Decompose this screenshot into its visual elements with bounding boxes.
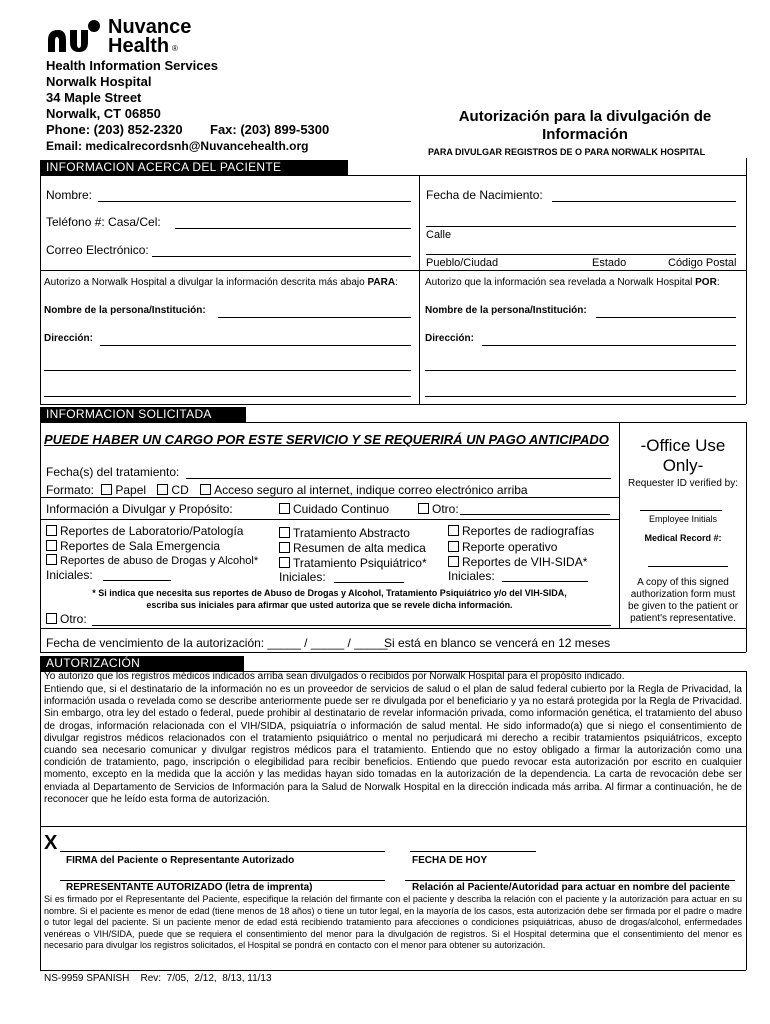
signature-label: FIRMA del Paciente o Representante Autorizado (66, 855, 295, 866)
sender-address-field[interactable] (482, 345, 736, 346)
patient-town-label: Pueblo/Ciudad (426, 257, 499, 269)
representative-instructions: Si es firmado por el Representante del Paciente, especifique la relación del firmante con el paciente y describa la relación con el paciente y la autorización para actuar en su nombre. Si el paciente es menor de edad (tiene menos de 18 años) o tiene un tutor legal, en la mayoría de los casos, esta autorización debe ser firmada por el padre o madre o tutor legal del paciente. Si un paciente menor de edad está recibiendo tratamiento para afecciones o condiciones psiquiátricas, abuso de drogas/alcohol, enfermedades venéreas o VIH/SIDA, puede que se requiera el consentimiento del menor para la divulgación de registros. Si el Hospital determina que el consentimiento del menor es necesario para divulgar los registros solicitados, el Hospital se pondrá en contacto con el menor para obtener su autorización. (44, 894, 742, 951)
drugs-initials-label: Iniciales: (46, 568, 93, 582)
signature-x-mark: X (44, 832, 58, 854)
patient-email-field[interactable] (152, 256, 411, 257)
recipient-name-field[interactable] (218, 317, 411, 318)
hiv-initials-field[interactable] (502, 581, 588, 582)
representative-relation-field[interactable] (405, 880, 735, 881)
org-fax: Fax: (203) 899-5300 (210, 122, 330, 137)
medical-record-label: Medical Record #: (644, 533, 722, 543)
patient-email-label: Correo Electrónico: (46, 243, 149, 257)
signature-date-label: FECHA DE HOY (412, 855, 488, 866)
other1-field[interactable] (460, 514, 610, 515)
purpose-label: Información a Divulgar y Propósito: (46, 502, 233, 516)
form-title-line2: Información (542, 126, 628, 143)
discharge-summary-option: Resumen de alta medica (279, 541, 426, 555)
representative-label: REPRESENTANTE AUTORIZADO (letra de imprenta) (66, 882, 313, 893)
patient-dob-field[interactable] (552, 201, 736, 202)
representative-name-field[interactable] (60, 880, 385, 881)
er-option: Reportes de Sala Emergencia (46, 539, 220, 553)
org-email: Email: medicalrecordsnh@Nuvancehealth.org (46, 139, 309, 153)
sender-address-line3[interactable] (425, 396, 736, 397)
office-use-title1: -Office Use (640, 436, 726, 455)
lab-checkbox[interactable] (46, 525, 57, 536)
hiv-option: Reportes de VIH-SIDA* (448, 555, 587, 569)
format-paper-checkbox[interactable] (101, 484, 112, 495)
operative-option: Reporte operativo (448, 540, 557, 554)
patient-street-field[interactable] (426, 226, 736, 227)
recipient-address-field[interactable] (100, 345, 411, 346)
discharge-summary-checkbox[interactable] (279, 542, 290, 553)
psych-option: Tratamiento Psiquiátrico* (279, 556, 427, 570)
continuing-care-checkbox[interactable] (279, 503, 290, 514)
form-subtitle: PARA DIVULGAR REGISTROS DE O PARA NORWALK HOSPITAL (428, 147, 706, 157)
patient-town-field[interactable] (426, 254, 736, 255)
charge-notice: PUEDE HABER UN CARGO POR ESTE SERVICIO Y SE REQUERIRÁ UN PAGO ANTICIPADO (44, 432, 609, 447)
xray-option: Reportes de radiografías (448, 524, 594, 538)
expiry-default: Si está en blanco se vencerá en 12 meses (384, 636, 611, 650)
org-phone: Phone: (203) 852-2320 (46, 122, 183, 137)
patient-section-header: INFORMACION ACERCA DEL PACIENTE (40, 160, 348, 175)
relation-label: Relación al Paciente/Autoridad para actuar en nombre del paciente (412, 882, 730, 893)
recipient-name-label: Nombre de la persona/Institución: (44, 305, 206, 316)
format-paper-label: Papel (115, 483, 147, 497)
format-cd-label: CD (171, 483, 189, 497)
authorize-from-text: Autorizo que la información sea revelada a Norwalk Hospital POR: (425, 277, 720, 288)
drugs-initials-field[interactable] (103, 580, 171, 581)
recipient-address-line3[interactable] (44, 396, 411, 397)
other1-option: Otro: (418, 502, 459, 516)
employee-initials-field[interactable] (640, 510, 722, 511)
org-street: 34 Maple Street (46, 90, 142, 105)
patient-dob-label: Fecha de Nacimiento: (426, 188, 543, 202)
sender-name-field[interactable] (596, 317, 736, 318)
logo-line2: Health (108, 35, 170, 57)
patient-phone-label: Teléfono #: Casa/Cel: (46, 215, 161, 229)
copy-note-line2: authorization form must (630, 589, 736, 600)
medical-record-field[interactable] (648, 566, 728, 567)
logo-mark: ® (172, 44, 178, 53)
sensitive-note-line2: escriba sus iniciales para afirmar que usted autoriza que se revele dicha información. (146, 600, 513, 610)
form-code: NS-9959 SPANISH Rev: 7/05, 2/12, 8/13, 11/13 (44, 973, 272, 984)
nuvance-logo-mark (46, 18, 104, 54)
patient-zip-label: Código Postal (668, 257, 737, 269)
format-web-checkbox[interactable] (200, 484, 211, 495)
logo-line1: Nuvance (108, 16, 192, 38)
recipient-address-label: Dirección: (44, 333, 93, 344)
other2-checkbox[interactable] (46, 613, 57, 624)
form-title-line1: Autorización para la divulgación de (458, 108, 712, 125)
operative-checkbox[interactable] (448, 541, 459, 552)
other1-checkbox[interactable] (418, 503, 429, 514)
patient-street-label: Calle (426, 229, 452, 241)
authorize-to-text: Autorizo a Norwalk Hospital a divulgar la información descrita más abajo PARA: (44, 277, 398, 288)
expiry-label: Fecha de vencimiento de la autorización: _____ / _____ / _____ (46, 636, 388, 650)
patient-name-field[interactable] (98, 201, 411, 202)
continuing-care-option: Cuidado Continuo (279, 502, 389, 516)
signature-field[interactable] (60, 851, 385, 852)
psych-checkbox[interactable] (279, 557, 290, 568)
format-web-label: Acceso seguro al internet, indique correo electrónico arriba (214, 483, 528, 497)
office-use-title2: Only- (662, 456, 704, 475)
org-dept: Health Information Services (46, 58, 218, 73)
sensitive-note-line1: * Si indica que necesita sus reportes de Abuso de Drogas y Alcohol, Tratamiento Psiquiátrico y/o del VIH-SIDA, (92, 588, 567, 598)
copy-note-line3: be given to the patient or (627, 601, 739, 612)
patient-name-label: Nombre: (46, 188, 93, 202)
er-checkbox[interactable] (46, 540, 57, 551)
abstract-option: Tratamiento Abstracto (279, 526, 410, 540)
requester-verified-label: Requester ID verified by: (627, 478, 739, 489)
recipient-address-line2[interactable] (44, 370, 411, 371)
format-row (46, 483, 528, 497)
treatment-dates-label: Fecha(s) del tratamiento: (46, 465, 180, 479)
psych-initials-field[interactable] (334, 582, 404, 583)
xray-checkbox[interactable] (448, 525, 459, 536)
abstract-checkbox[interactable] (279, 527, 290, 538)
format-cd-checkbox[interactable] (157, 484, 168, 495)
treatment-dates-field[interactable] (186, 478, 611, 479)
patient-state-label: Estado (592, 257, 627, 269)
lab-option: Reportes de Laboratorio/Patología (46, 524, 243, 538)
authorization-header: AUTORIZACIÓN (40, 656, 244, 671)
signature-date-field[interactable] (410, 851, 536, 852)
authorization-text-body: Entiendo que, si el destinatario de la información no es un proveedor de servicios de salud o el plan de salud federal cubierto por la Regla de Privacidad, la información usada o revelada como se describe anteriormente puede ser re divulgada por el beneficiario y ya no estará protegida por la Regla de Privacidad. Sin embargo, otra ley del estado o federal, puede prohibir al destinatario de revelar información privada, como información genética, el tratamiento del abuso de drogas, información relacionada con el VIH/SIDA, psiquiatría o información de salud mental. He sido informado(a) que si niego el consentimiento de divulgar registros médicos relacionados con el tratamiento psiquiátrico o mental no perjudicará mi derecho a recibir tratamientos psiquiátricos, excepto cuando sea necesario comunicar y divulgar registros médicos para el tratamiento. Entiendo que no estoy obligado a firmar la autorización como una condición de tratamiento, pago, inscripción o elegibilidad para recibir beneficios. Entiendo que puedo revocar esta autorización por escrito en cualquier momento, excepto en la medida que la acción y las medidas hayan sido tomadas en la autorización de la dependencia. La carta de revocación debe ser enviada al Departamento de Servicios de Información para la Salud de Norwalk Hospital en la dirección indicada más arriba. Al firmar a continuación, he de reconocer que he leído esta forma de autorización. (44, 684, 742, 805)
patient-phone-field[interactable] (175, 228, 411, 229)
employee-initials-label: Employee Initials (648, 514, 718, 524)
copy-note-line4: patient's representative. (630, 613, 736, 624)
hiv-initials-label: Iniciales: (448, 569, 495, 583)
psych-initials-label: Iniciales: (279, 570, 326, 584)
drugs-checkbox[interactable] (46, 554, 57, 565)
requested-section-header: INFORMACION SOLICITADA (40, 407, 246, 422)
sender-address-line2[interactable] (425, 370, 736, 371)
org-city: Norwalk, CT 06850 (46, 106, 161, 121)
drugs-option: Reportes de abuso de Drogas y Alcohol* (46, 554, 258, 567)
other2-option: Otro: (46, 612, 87, 626)
format-label: Formato: (46, 483, 95, 497)
other2-field[interactable] (92, 625, 611, 626)
sender-address-label: Dirección: (425, 333, 474, 344)
copy-note-line1: A copy of this signed (637, 577, 729, 588)
sender-name-label: Nombre de la persona/Institución: (425, 305, 587, 316)
hiv-checkbox[interactable] (448, 556, 459, 567)
authorization-text-intro: Yo autorizo que los registros médicos indicados arriba sean divulgados o recibidos por Norwalk Hospital para el propósito indicado. (44, 671, 625, 682)
org-hospital: Norwalk Hospital (46, 74, 152, 89)
